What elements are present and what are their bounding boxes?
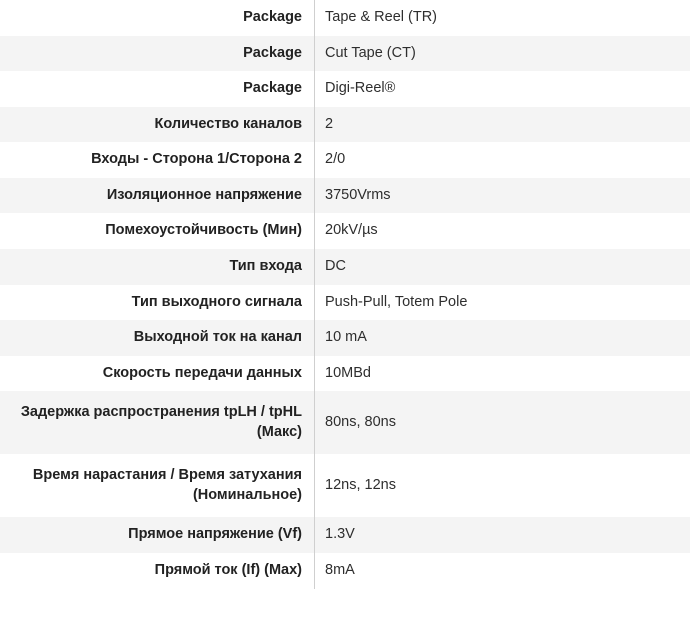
- spec-value: DC: [315, 249, 690, 285]
- spec-value: 20kV/µs: [315, 213, 690, 249]
- spec-label: Помехоустойчивость (Мин): [105, 222, 302, 239]
- table-row: [0, 553, 690, 589]
- spec-value: 8mA: [315, 553, 690, 589]
- spec-value: 2: [315, 107, 690, 143]
- table-row: [0, 178, 690, 214]
- spec-value: 2/0: [315, 142, 690, 178]
- table-row: [0, 71, 690, 107]
- spec-label: Package: [243, 80, 302, 97]
- spec-value: 10MBd: [315, 356, 690, 392]
- spec-label: Прямое напряжение (Vf): [128, 526, 302, 543]
- table-row: [0, 356, 690, 392]
- spec-value: 80ns, 80ns: [315, 391, 690, 454]
- table-row: [0, 320, 690, 356]
- spec-value: Tape & Reel (TR): [315, 0, 690, 36]
- spec-label: Package: [243, 44, 302, 61]
- spec-label: Прямой ток (If) (Max): [154, 562, 302, 578]
- spec-label: Время нарастания / Время затухания (Номинальное): [32, 467, 302, 503]
- table-row: [0, 107, 690, 143]
- spec-value: Cut Tape (CT): [315, 36, 690, 72]
- spec-label: Package: [243, 9, 302, 25]
- spec-label: Выходной ток на канал: [133, 329, 302, 346]
- spec-label: Входы - Сторона 1/Сторона 2: [91, 151, 302, 168]
- table-row: [0, 391, 690, 454]
- table-row: [0, 249, 690, 285]
- spec-value: 10 mA: [315, 320, 690, 356]
- spec-value: 3750Vrms: [315, 178, 690, 214]
- table-row: [0, 213, 690, 249]
- table-row: [0, 285, 690, 321]
- spec-label: Тип входа: [229, 257, 302, 274]
- spec-value: 1.3V: [315, 517, 690, 553]
- spec-value: Push-Pull, Totem Pole: [315, 285, 690, 321]
- table-row: [0, 142, 690, 178]
- table-row: [0, 0, 690, 36]
- spec-label: Скорость передачи данных: [102, 364, 302, 381]
- spec-label: Количество каналов: [154, 115, 302, 132]
- table-row: [0, 454, 690, 517]
- table-row: [0, 517, 690, 553]
- spec-label: Изоляционное напряжение: [106, 186, 302, 203]
- spec-value: 12ns, 12ns: [315, 454, 690, 517]
- spec-value: Digi-Reel®: [315, 71, 690, 107]
- spec-label: Задержка распространения tpLH / tpHL (Макс): [20, 404, 302, 440]
- spec-label: Тип выходного сигнала: [131, 293, 302, 310]
- table-row: [0, 36, 690, 72]
